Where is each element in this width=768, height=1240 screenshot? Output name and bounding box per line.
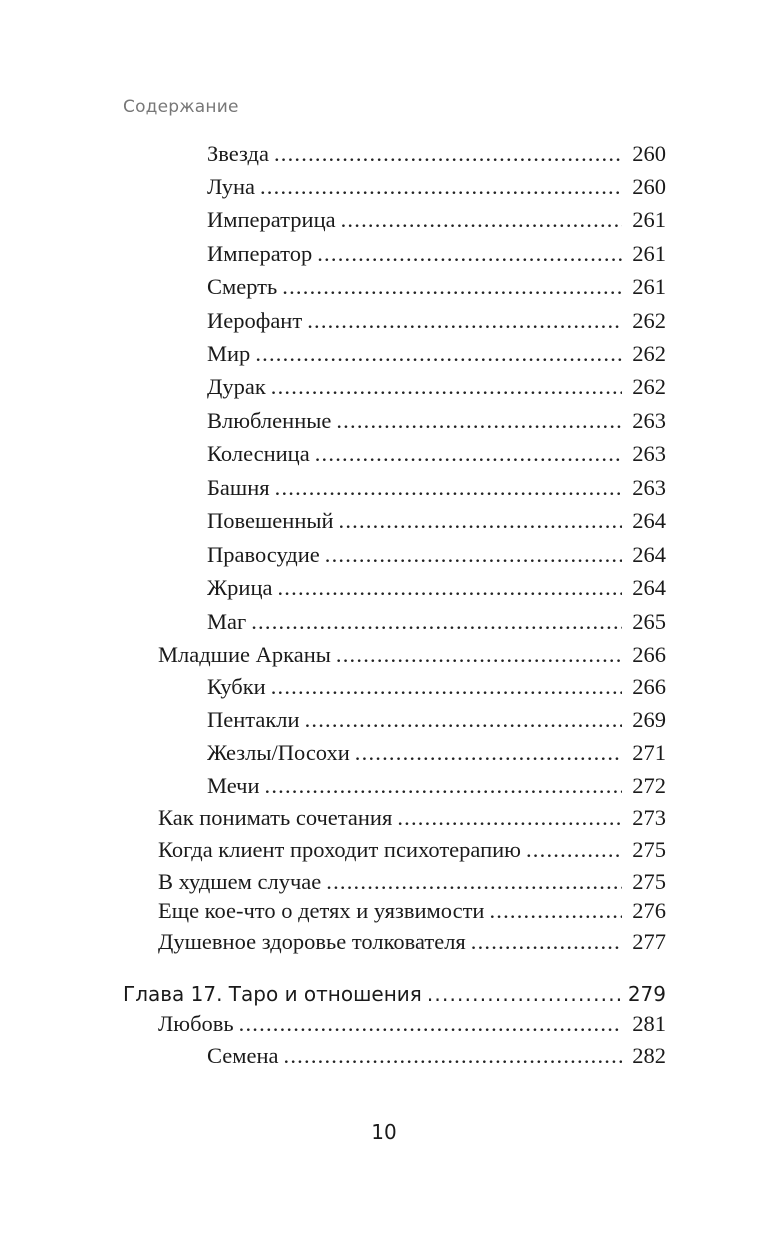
toc-entry-page: 282 [632,1043,666,1068]
toc-entry-lyubov[interactable] [158,1009,666,1039]
dot-leader [339,506,622,536]
dot-leader [397,803,622,833]
toc-entry-ierofant[interactable] [207,306,666,336]
dot-leader [317,239,622,269]
toc-entry-title: Колесница [207,441,310,466]
dot-leader [282,272,622,302]
toc-entry-title: В худшем случае [158,869,322,894]
toc-entry-pentakli[interactable] [207,705,666,735]
toc-entry-page: 275 [632,837,666,862]
running-head: Содержание [123,97,239,117]
dot-leader [489,896,622,926]
toc-entry-page: 262 [632,374,666,399]
toc-entry-title: Жрица [207,575,273,600]
toc-entry-page: 279 [627,982,666,1006]
toc-entry-title: Правосудие [207,542,320,567]
toc-entry-title: Когда клиент проходит психотерапию [158,837,521,862]
toc-entry-title: Звезда [207,141,269,166]
toc-entry-poveshennyj[interactable] [207,506,666,536]
toc-entry-page: 273 [632,805,666,830]
toc-entry-page: 266 [632,642,666,667]
toc-entry-sochetaniya[interactable] [158,803,666,833]
toc-entry-title: Влюбленные [207,408,332,433]
toc-entry-title: Как понимать сочетания [158,805,393,830]
toc-entry-title: Еще кое-что о детях и уязвимости [158,898,485,923]
toc-entry-title: Семена [207,1043,279,1068]
toc-entry-khudshij-sluchaj[interactable] [158,867,666,897]
toc-entry-title: Повешенный [207,508,334,533]
toc-entry-title: Маг [207,609,247,634]
dot-leader [274,139,622,169]
toc-entry-pravosudie[interactable] [207,540,666,570]
toc-entry-mechi[interactable] [207,771,666,801]
toc-entry-title: Душевное здоровье толкователя [158,929,466,954]
toc-entry-title: Кубки [207,674,266,699]
toc-entry-kolesnitsa[interactable] [207,439,666,469]
toc-entry-imperator[interactable] [207,239,666,269]
page-number: 10 [371,1120,397,1144]
toc-entry-title: Младшие Арканы [158,642,331,667]
toc-entry-page: 271 [632,740,666,765]
toc-entry-title: Дурак [207,374,266,399]
toc-entry-durak[interactable] [207,372,666,402]
toc-entry-deti-uyazvimost[interactable] [158,896,666,926]
toc-entry-page: 263 [632,441,666,466]
toc-entry-semena[interactable] [207,1041,666,1071]
toc-entry-chapter-17[interactable] [123,979,666,1009]
dot-leader [271,672,622,702]
toc-chapter-title: Глава 17. Таро и отношения [123,982,422,1006]
toc-entry-title: Мир [207,341,251,366]
toc-entry-title: Башня [207,475,270,500]
toc-entry-page: 262 [632,308,666,333]
toc-entry-title: Смерть [207,274,278,299]
dot-leader [471,927,622,957]
toc-entry-page: 277 [632,929,666,954]
dot-leader [305,705,622,735]
toc-entry-page: 264 [632,575,666,600]
dot-leader [251,607,622,637]
toc-entry-luna[interactable] [207,172,666,202]
dot-leader [336,406,622,436]
toc-entry-psikhoterapiya[interactable] [158,835,666,865]
toc-entry-page: 272 [632,773,666,798]
toc-entry-title: Мечи [207,773,260,798]
toc-entry-page: 262 [632,341,666,366]
toc-entry-page: 260 [632,174,666,199]
dot-leader [307,306,622,336]
dot-leader [255,339,622,369]
toc-entry-title: Император [207,241,313,266]
dot-leader [265,771,623,801]
dot-leader [325,540,622,570]
toc-entry-mag[interactable] [207,607,666,637]
toc-entry-page: 269 [632,707,666,732]
toc-entry-page: 264 [632,542,666,567]
toc-entry-title: Иерофант [207,308,303,333]
toc-entry-title: Любовь [158,1011,234,1036]
toc-entry-page: 261 [632,207,666,232]
toc-entry-page: 264 [632,508,666,533]
toc-entry-bashnya[interactable] [207,473,666,503]
toc-entry-title: Императрица [207,207,336,232]
toc-entry-page: 260 [632,141,666,166]
dot-leader [260,172,622,202]
dot-leader [355,738,622,768]
dot-leader [526,835,622,865]
toc-entry-smert[interactable] [207,272,666,302]
toc-entry-kubki[interactable] [207,672,666,702]
toc-entry-page: 276 [632,898,666,923]
toc-entry-page: 266 [632,674,666,699]
toc-entry-vlyublennye[interactable] [207,406,666,436]
toc-entry-page: 263 [632,475,666,500]
toc-entry-title: Луна [207,174,255,199]
dot-leader [315,439,622,469]
dot-leader [284,1041,622,1071]
toc-entry-title: Жезлы/Посохи [207,740,350,765]
toc-entry-page: 261 [632,274,666,299]
toc-entry-page: 265 [632,609,666,634]
dot-leader [341,205,622,235]
dot-leader [275,473,622,503]
dot-leader [239,1009,622,1039]
toc-entry-mladshie-arkany[interactable] [158,640,666,670]
dot-leader [271,372,622,402]
toc-entry-zhritsa[interactable] [207,573,666,603]
dot-leader [336,640,622,670]
toc-entry-page: 261 [632,241,666,266]
toc-entry-mir[interactable] [207,339,666,369]
dot-leader [277,573,622,603]
dot-leader [427,979,622,1009]
toc-entry-title: Пентакли [207,707,300,732]
toc-entry-imperatritsa[interactable] [207,205,666,235]
toc-entry-page: 275 [632,869,666,894]
toc-entry-page: 281 [632,1011,666,1036]
toc-entry-page: 263 [632,408,666,433]
toc-entry-zvezda[interactable] [207,139,666,169]
dot-leader [326,867,622,897]
toc-entry-dushevnoe-zdorove[interactable] [158,927,666,957]
toc-entry-zhezly[interactable] [207,738,666,768]
